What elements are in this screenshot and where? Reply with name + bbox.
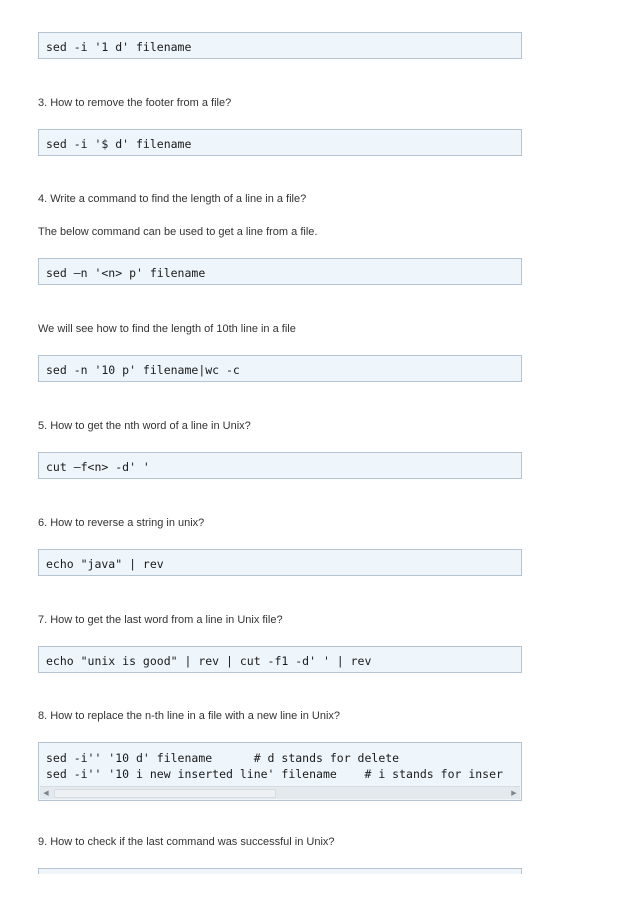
paragraph-text: We will see how to find the length of 10th line in a file (38, 323, 296, 335)
code-block (38, 549, 522, 576)
code-block (38, 258, 522, 285)
code-block (38, 355, 522, 382)
code-block (38, 32, 522, 59)
horizontal-scrollbar[interactable] (40, 786, 520, 799)
code-block (38, 452, 522, 479)
question-heading: 8. How to replace the n-th line in a file with a new line in Unix? (38, 710, 341, 722)
question-heading: 6. How to reverse a string in unix? (38, 517, 205, 529)
code-line: sed -i '1 d' filename (46, 40, 192, 54)
question-heading: 4. Write a command to find the length of a line in a file? (38, 193, 307, 205)
code-line: sed -n '10 p' filename|wc -c (46, 363, 240, 377)
code-block (38, 129, 522, 156)
code-line: echo "unix is good" | rev | cut -f1 -d' ' | rev (46, 654, 372, 668)
question-heading: 7. How to get the last word from a line in Unix file? (38, 614, 283, 626)
question-heading: 5. How to get the nth word of a line in Unix? (38, 420, 251, 432)
code-line: echo "java" | rev (46, 557, 164, 571)
question-heading: 3. How to remove the footer from a file? (38, 97, 232, 109)
code-block-cutoff (38, 868, 522, 874)
code-block-scrollable[interactable] (38, 742, 522, 801)
code-block (38, 646, 522, 673)
scroll-left-arrow-icon[interactable]: ◀ (43, 789, 49, 797)
code-line: sed –n '<n> p' filename (46, 266, 206, 280)
code-line: sed -i '$ d' filename (46, 137, 192, 151)
scrollbar-thumb[interactable] (54, 789, 276, 798)
code-line: sed -i'' '10 d' filename # d stands for delete (46, 751, 400, 765)
scroll-right-arrow-icon[interactable]: ▶ (511, 789, 517, 797)
code-line: sed -i'' '10 i new inserted line' filename # i stands for inser (46, 767, 503, 781)
paragraph-text: The below command can be used to get a line from a file. (38, 226, 318, 238)
question-heading: 9. How to check if the last command was successful in Unix? (38, 836, 335, 848)
code-line: cut –f<n> -d' ' (46, 460, 150, 474)
